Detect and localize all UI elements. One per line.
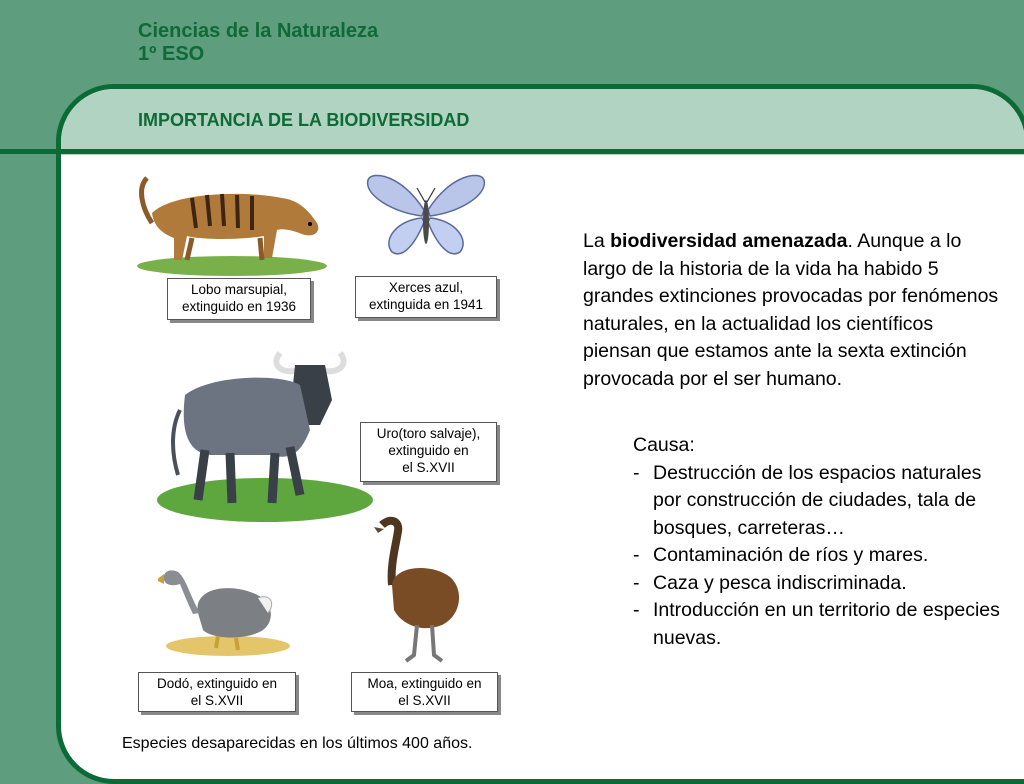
moa-image xyxy=(362,515,472,665)
highlight-term: biodiversidad amenazada xyxy=(610,230,848,252)
dodo-image xyxy=(158,558,298,658)
butterfly-image xyxy=(362,170,490,262)
course-name: Ciencias de la Naturaleza xyxy=(138,20,379,42)
causa-item: - Contaminación de ríos y mares. xyxy=(633,544,929,566)
causa-item: - Destrucción de los espacios naturales por construcción de ciudades, tala de bosques, carreteras… xyxy=(633,461,982,539)
intro-word: La xyxy=(583,230,605,252)
causa-item: - Introducción en un territorio de especies nuevas. xyxy=(633,599,1000,649)
caption-uro: Uro(toro salvaje), extinguido en el S.XVII xyxy=(360,422,497,482)
caption-dodo: Dodó, extinguido en el S.XVII xyxy=(138,672,296,712)
band-divider xyxy=(0,149,1024,154)
paragraph-body: Aunque a lo largo de la historia de la vida ha habido 5 grandes extinciones provocadas por fenómenos naturales, en la actualidad los científicos piensan que estamos ante la sexta extinción provocada por el ser humano. xyxy=(583,230,999,390)
section-title: IMPORTANCIA DE LA BIODIVERSIDAD xyxy=(138,110,470,130)
main-paragraph xyxy=(583,228,1003,393)
footer-caption: Especies desaparecidas en los últimos 400 años. xyxy=(122,735,473,752)
header-title xyxy=(138,20,378,66)
intro-period: . xyxy=(847,230,853,252)
causa-list xyxy=(633,432,1013,652)
caption-xerces: Xerces azul, extinguida en 1941 xyxy=(355,276,497,318)
caption-moa: Moa, extinguido en el S.XVII xyxy=(351,672,498,712)
causa-item: - Caza y pesca indiscriminada. xyxy=(633,571,907,594)
aurochs-image xyxy=(150,335,375,530)
thylacine-image xyxy=(132,168,332,278)
causa-title: Causa: xyxy=(633,434,695,456)
course-level: 1º ESO xyxy=(138,43,205,65)
caption-lobo: Lobo marsupial, extinguido en 1936 xyxy=(167,278,311,320)
